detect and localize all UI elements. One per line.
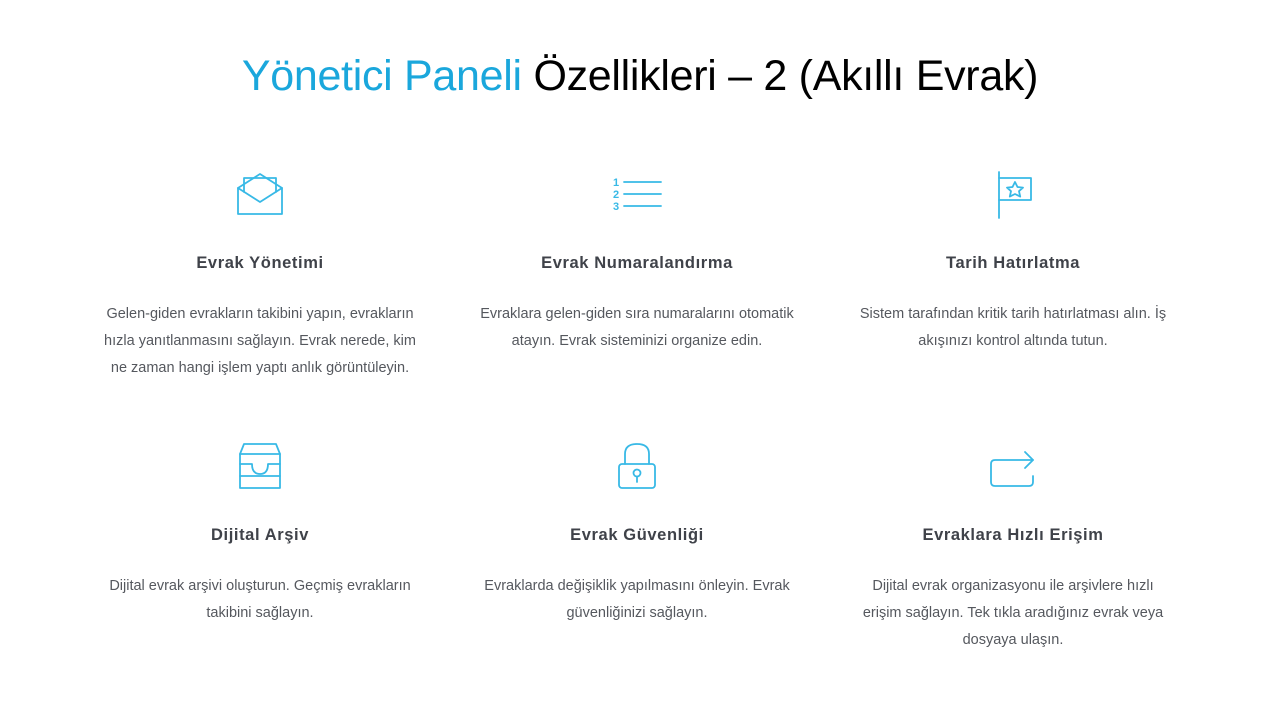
archive-drawer-icon	[234, 440, 286, 492]
feature-description-line: akışınızı kontrol altında tutun.	[918, 333, 1108, 349]
svg-text:2: 2	[613, 189, 620, 201]
feature-description-line: güvenliğinizi sağlayın.	[566, 605, 708, 621]
feature-evraklara-hizli-erisim	[843, 440, 1183, 654]
feature-description	[90, 573, 430, 627]
flag-star-icon	[987, 168, 1039, 220]
slide-title	[0, 52, 1280, 101]
numbered-list-icon	[611, 168, 663, 220]
feature-evrak-yonetimi	[90, 168, 430, 382]
feature-description-line: takibini sağlayın.	[206, 605, 314, 621]
feature-description-line: Sistem tarafından kritik tarih hatırlatması alın. İş	[859, 306, 1167, 322]
feature-description-line: erişim sağlayın. Tek tıkla aradığınız evrak veya	[862, 605, 1164, 621]
feature-heading: Tarih Hatırlatma	[946, 254, 1080, 272]
feature-description	[90, 301, 430, 382]
feature-heading: Evrak Güvenliği	[570, 526, 704, 544]
feature-heading: Evraklara Hızlı Erişim	[922, 526, 1104, 544]
feature-heading: Evrak Numaralandırma	[541, 254, 733, 272]
slide-title-rest: Özellikleri – 2 (Akıllı Evrak)	[533, 52, 1039, 100]
feature-description-line: Dijital evrak organizasyonu ile arşivlere hızlı	[872, 578, 1154, 594]
feature-heading: Dijital Arşiv	[211, 526, 309, 544]
feature-description	[467, 301, 807, 355]
envelope-icon	[234, 168, 286, 220]
svg-text:1: 1	[613, 177, 620, 189]
redirect-arrow-icon	[987, 440, 1039, 492]
feature-heading: Evrak Yönetimi	[196, 254, 324, 272]
feature-description-line: ne zaman hangi işlem yaptı anlık görüntüleyin.	[110, 360, 410, 376]
feature-description	[843, 573, 1183, 654]
feature-tarih-hatirlatma	[843, 168, 1183, 355]
padlock-icon	[611, 440, 663, 492]
svg-text:3: 3	[613, 201, 620, 213]
feature-description-line: Evraklarda değişiklik yapılmasını önleyin. Evrak	[484, 578, 790, 594]
feature-description	[467, 573, 807, 627]
feature-evrak-numaralandirma	[467, 168, 807, 355]
feature-description-line: dosyaya ulaşın.	[962, 632, 1064, 648]
feature-evrak-guvenligi	[467, 440, 807, 627]
slide-title-accent: Yönetici Paneli	[241, 52, 522, 100]
feature-description	[843, 301, 1183, 355]
feature-dijital-arsiv	[90, 440, 430, 627]
feature-description-line: Gelen-giden evrakların takibini yapın, evrakların	[106, 306, 414, 322]
feature-description-line: Dijital evrak arşivi oluşturun. Geçmiş evrakların	[109, 578, 411, 594]
feature-description-line: atayın. Evrak sisteminizi organize edin.	[511, 333, 763, 349]
feature-description-line: Evraklara gelen-giden sıra numaralarını otomatik	[480, 306, 794, 322]
feature-description-line: hızla yanıtlanmasını sağlayın. Evrak nerede, kim	[104, 333, 416, 349]
